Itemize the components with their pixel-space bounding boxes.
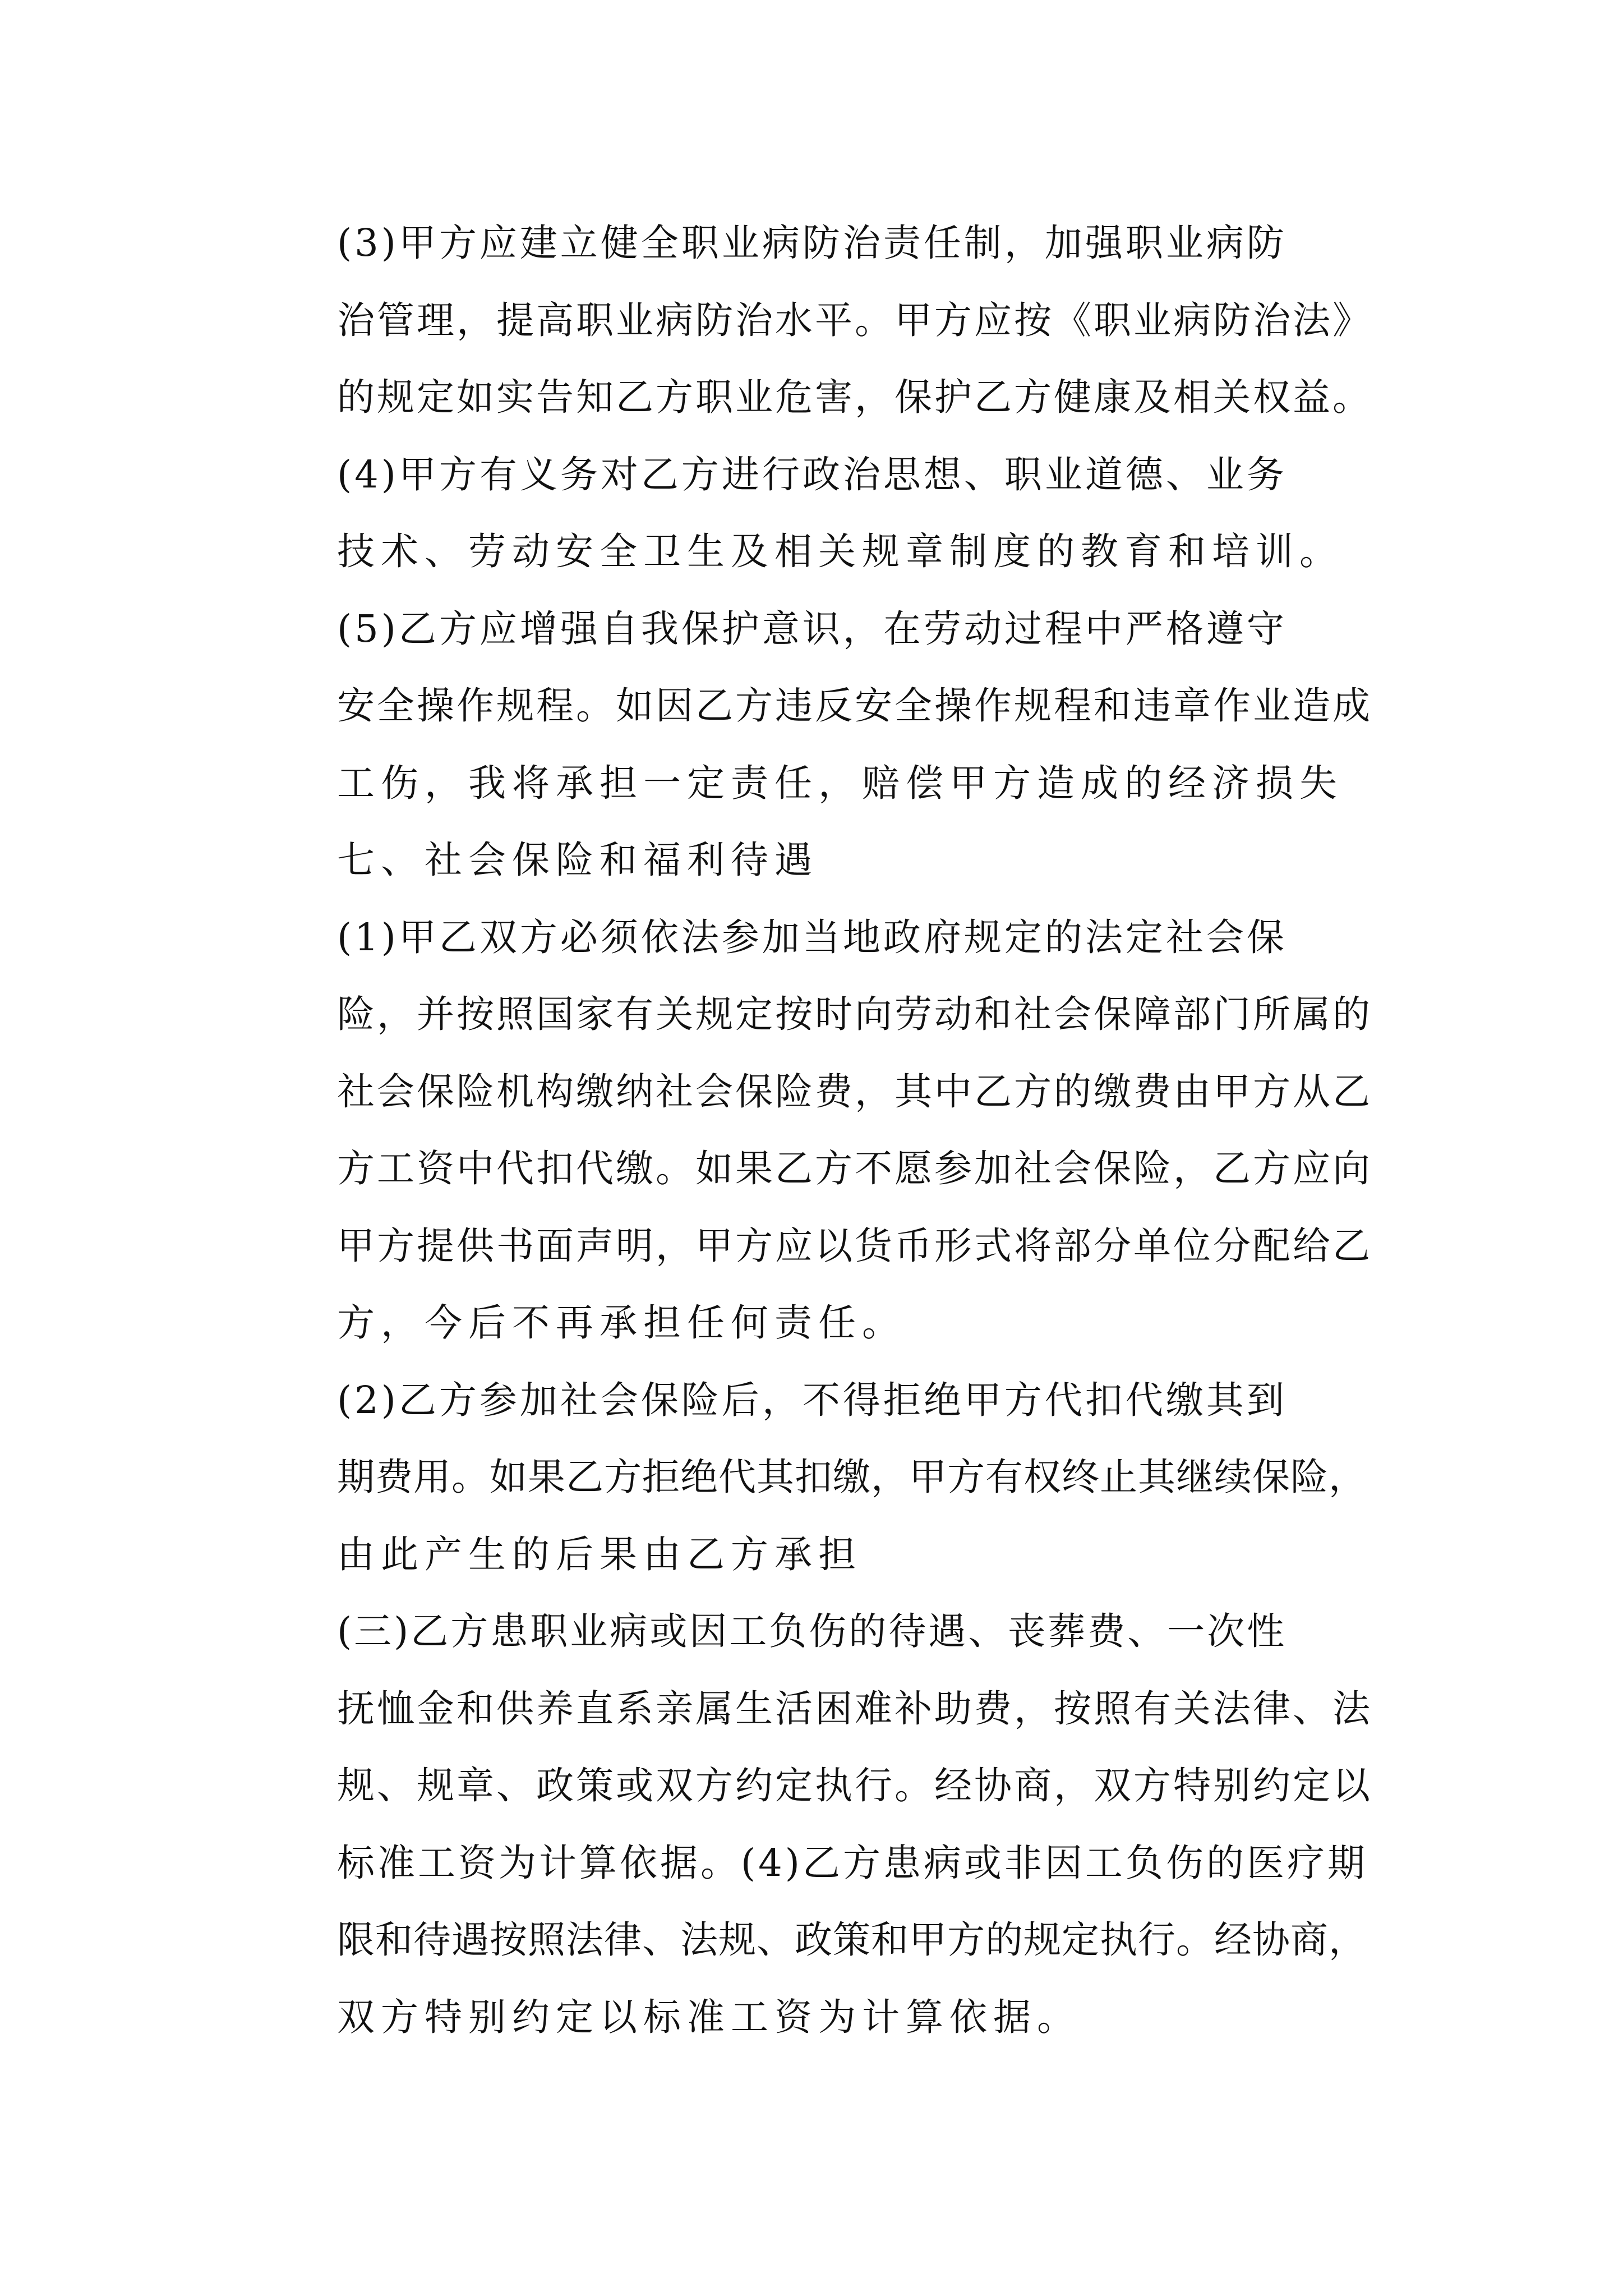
text-line: 技术、劳动安全卫生及相关规章制度的教育和培训。	[337, 530, 1343, 573]
text-line: 的规定如实告知乙方职业危害，保护乙方健康及相关权益。	[337, 375, 1372, 419]
text-line: 七、社会保险和福利待遇	[337, 838, 818, 882]
text-line: 工伤，我将承担一定责任，赔偿甲方造成的经济损失	[337, 761, 1343, 805]
text-line: (4)甲方有义务对乙方进行政治思想、职业道德、业务	[337, 452, 1287, 496]
paragraph-social-insurance-participation	[250, 899, 1377, 1362]
text-line: 抚恤金和供养直系亲属生活困难补助费，按照有关法律、法	[337, 1686, 1372, 1731]
text-line: 双方特别约定以标准工资为计算依据。	[337, 1995, 1081, 2039]
paragraph-withholding-fees	[250, 1362, 1377, 1594]
text-line: 险，并按照国家有关规定按时向劳动和社会保障部门所属的	[337, 992, 1372, 1036]
text-line: 限和待遇按照法律、法规、政策和甲方的规定执行。经协商，	[337, 1918, 1367, 1962]
text-line: 期费用。如果乙方拒绝代其扣缴，甲方有权终止其继续保险，	[337, 1455, 1367, 1499]
text-line: 方工资中代扣代缴。如果乙方不愿参加社会保险，乙方应向	[337, 1147, 1372, 1190]
text-line: (3)甲方应建立健全职业病防治责任制，加强职业病防	[337, 221, 1287, 265]
text-line: (三)乙方患职业病或因工负伤的待遇、丧葬费、一次性	[337, 1609, 1287, 1653]
text-line: 方，今后不再承担任何责任。	[337, 1301, 906, 1345]
section-heading-social-insurance	[250, 822, 1377, 899]
paragraph-self-protection	[250, 591, 1377, 822]
document-body	[250, 205, 1377, 2056]
text-line: 标准工资为计算依据。(4)乙方患病或非因工负伤的医疗期	[337, 1841, 1368, 1885]
text-line: 由此产生的后果由乙方承担	[337, 1532, 862, 1576]
text-line: 甲方提供书面声明，甲方应以货币形式将部分单位分配给乙	[337, 1223, 1372, 1268]
text-line: (1)甲乙双方必须依法参加当地政府规定的法定社会保	[337, 915, 1287, 959]
paragraph-training-obligation	[250, 436, 1377, 591]
text-line: 社会保险机构缴纳社会保险费，其中乙方的缴费由甲方从乙	[337, 1069, 1372, 1114]
paragraph-occupational-disease-responsibility	[250, 205, 1377, 436]
text-line: 规、规章、政策或双方约定执行。经协商，双方特别约定以	[337, 1764, 1372, 1807]
text-line: 治管理，提高职业病防治水平。甲方应按《职业病防治法》	[337, 298, 1372, 342]
text-line: 安全操作规程。如因乙方违反安全操作规程和违章作业造成	[337, 684, 1372, 728]
text-line: (2)乙方参加社会保险后，不得拒绝甲方代扣代缴其到	[337, 1378, 1287, 1422]
paragraph-injury-benefits	[250, 1593, 1377, 2056]
text-line: (5)乙方应增强自我保护意识，在劳动过程中严格遵守	[337, 606, 1287, 651]
